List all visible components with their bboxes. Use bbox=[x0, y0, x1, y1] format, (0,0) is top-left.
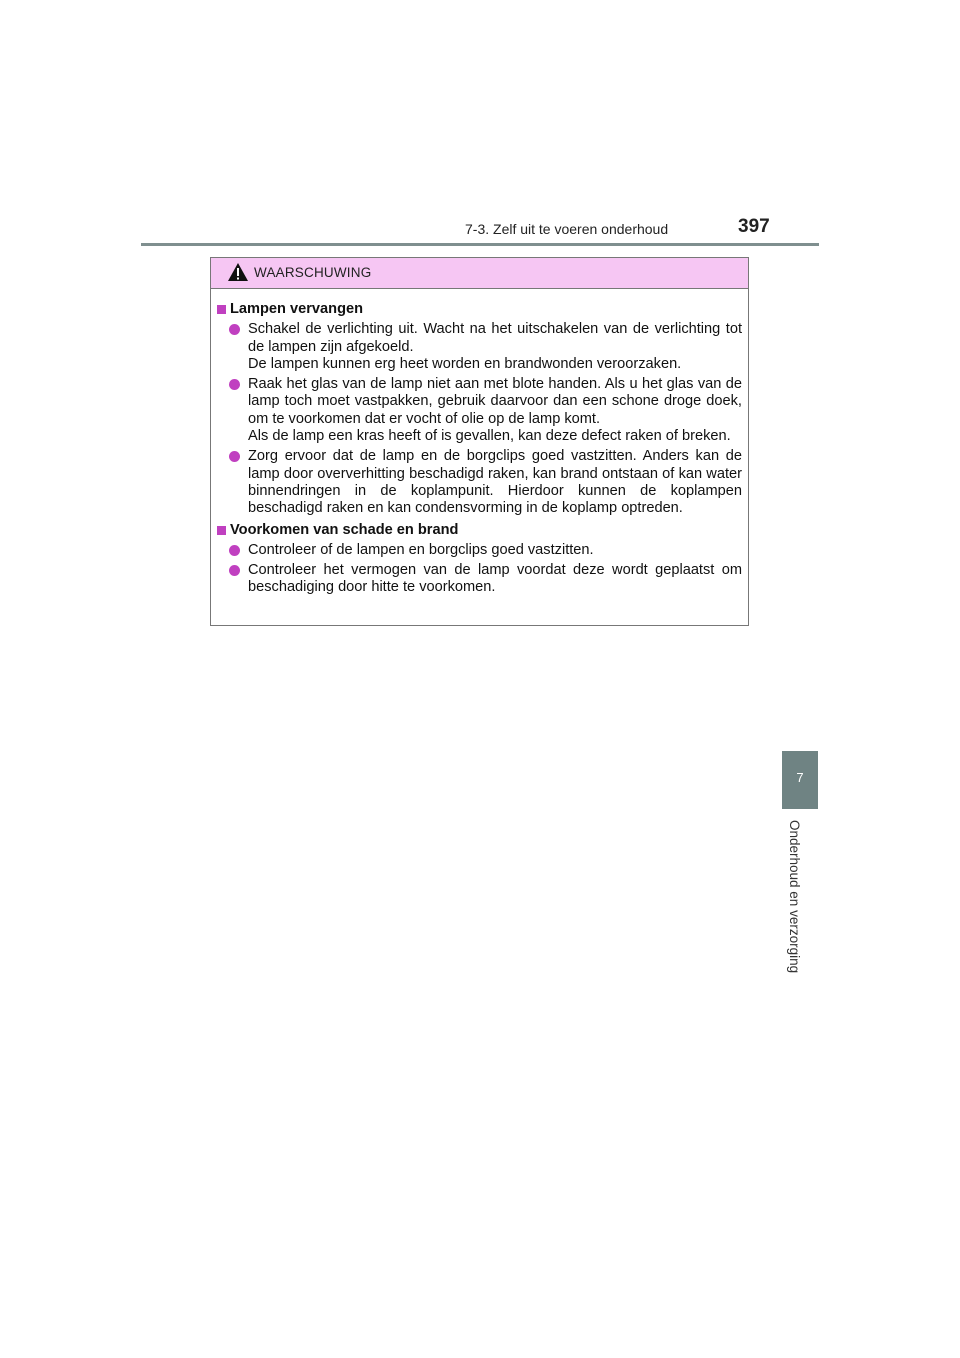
list-item-text: Raak het glas van de lamp niet aan met blote handen. Als u het glas van de lamp toch moet vastpakken, gebruik daarvoor dan een schone droge doek, om te voorkomen dat er vocht of olie op de lamp komt. bbox=[248, 376, 742, 427]
warning-title: WAARSCHUWING bbox=[254, 265, 372, 280]
circle-bullet-icon bbox=[229, 379, 240, 390]
list-item-text: De lampen kunnen erg heet worden en brandwonden veroorzaken. bbox=[248, 355, 682, 372]
circle-bullet-icon bbox=[229, 324, 240, 335]
circle-bullet-icon bbox=[229, 545, 240, 556]
chapter-number: 7 bbox=[796, 770, 804, 785]
section-title bbox=[217, 522, 742, 539]
list-item bbox=[223, 448, 742, 517]
square-bullet-icon bbox=[217, 526, 226, 535]
warning-triangle-icon bbox=[227, 262, 249, 282]
list-item bbox=[223, 321, 742, 373]
list-item bbox=[223, 562, 742, 597]
section-header: 7-3. Zelf uit te voeren onderhoud bbox=[465, 221, 669, 237]
circle-bullet-icon bbox=[229, 565, 240, 576]
warning-section-schade bbox=[217, 522, 742, 597]
section-title-text: Voorkomen van schade en brand bbox=[230, 521, 459, 538]
warning-box bbox=[210, 257, 749, 626]
chapter-label: Onderhoud en verzorging bbox=[787, 820, 802, 974]
warning-section-lampen bbox=[217, 301, 742, 518]
square-bullet-icon bbox=[217, 305, 226, 314]
list-item-text: Schakel de verlichting uit. Wacht na het uitschakelen van de verlichting tot de lampen zijn afgekoeld. bbox=[248, 321, 742, 355]
circle-bullet-icon bbox=[229, 451, 240, 462]
section-title bbox=[217, 301, 742, 318]
list-item-text: Als de lamp een kras heeft of is gevallen, kan deze defect raken of breken. bbox=[248, 428, 731, 445]
section-title-text: Lampen vervangen bbox=[230, 301, 364, 317]
header-rule bbox=[141, 243, 819, 246]
warning-header bbox=[211, 258, 748, 289]
list-item-text: Zorg ervoor dat de lamp en de borgclips goed vastzitten. Anders kan de lamp door oververhitting beschadigd raken, kan brand ontstaan of kan water binnendringen in de koplampunit. Hierdoor kunnen de koplampen beschadigd raken en kan condensvorming in de koplamp optreden. bbox=[248, 448, 742, 517]
list-item bbox=[223, 376, 742, 445]
list-item bbox=[223, 542, 742, 559]
page-number: 397 bbox=[738, 216, 770, 237]
warning-body bbox=[211, 289, 748, 597]
list-item-text: Controleer het vermogen van de lamp voordat deze wordt geplaatst om beschadiging door hitte te voorkomen. bbox=[248, 562, 742, 596]
list-item-text: Controleer of de lampen en borgclips goed vastzitten. bbox=[248, 541, 594, 558]
